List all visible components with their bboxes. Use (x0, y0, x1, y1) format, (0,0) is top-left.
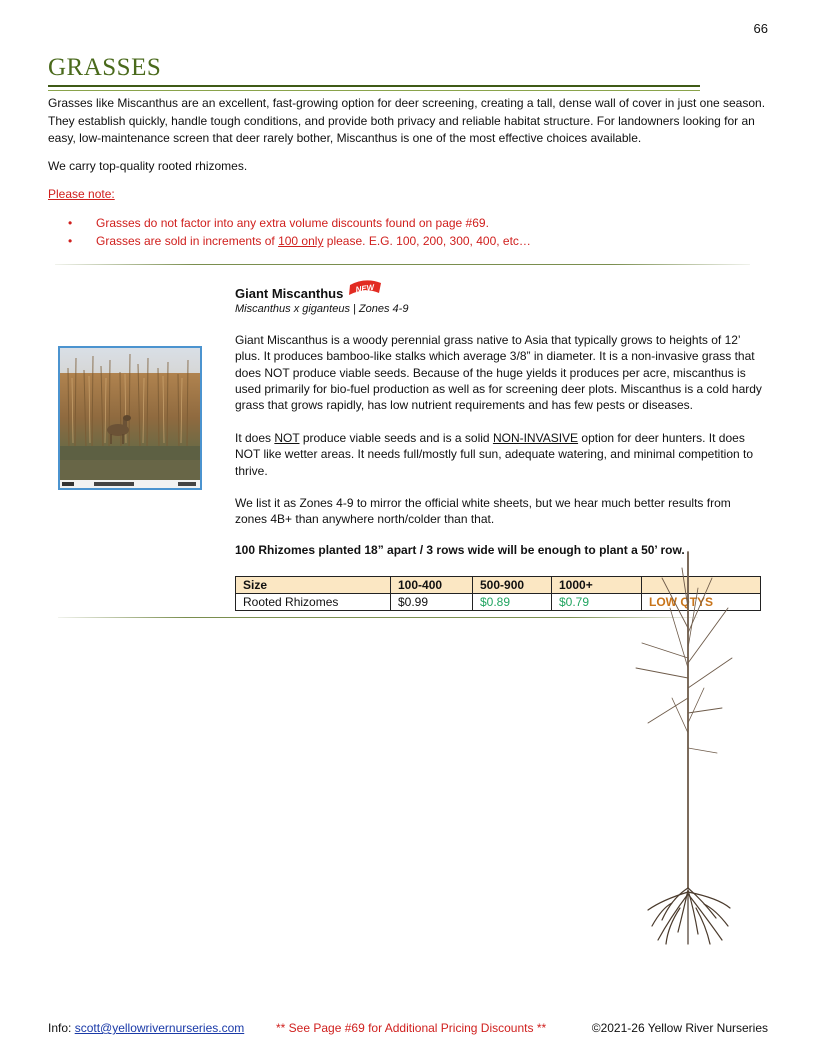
email-link[interactable]: scott@yellowrivernurseries.com (74, 1021, 245, 1035)
intro-paragraph: Grasses like Miscanthus are an excellent, fast-growing option for deer screening, creating a tall, dense wall of cover in just one season. They establish quickly, handle tough conditions, and provide both privacy and reliable habitat structure. For landowners looking for an easy, low-maintenance screen that deer rarely bother, Miscanthus is one of the most effective choices available. (48, 96, 766, 145)
list-item (68, 232, 531, 250)
planting-note: 100 Rhizomes planted 18” apart / 3 rows wide will be enough to plant a 50’ row. (235, 543, 685, 557)
list-item (68, 214, 531, 232)
text: produce viable seeds and is a solid (299, 431, 493, 445)
description-text: Giant Miscanthus is a woody perennial grass native to Asia that typically grows to heights of 12’ plus. It produces bamboo-like stalks which average 3/8” in diameter. It is a non-invasive grass that does NOT produce viable seeds. Because of the huge yields it produces per acre, miscanthus is used primarily for bio-fuel production as well as for screening deer plots. Miscanthus is a cold hardy grass that grows rapidly, has low nutrient requirements and has few pests or diseases. (235, 333, 762, 413)
price-cell: $0.89 (473, 594, 552, 611)
section-divider (55, 264, 750, 265)
new-badge-icon (347, 279, 383, 297)
stock-status: LOW QTYS (642, 594, 761, 611)
carry-line: We carry top-quality rooted rhizomes. (48, 159, 248, 173)
field-deer-image (60, 348, 200, 488)
section-divider (58, 617, 698, 618)
seed-paragraph (235, 430, 763, 479)
footer-info (48, 1021, 244, 1035)
bullet-underlined: 100 only (278, 234, 324, 248)
text: It does (235, 431, 275, 445)
please-note-label: Please note: (48, 187, 115, 201)
note-list (68, 214, 531, 250)
column-header: 100-400 (391, 577, 473, 594)
zones-paragraph: We list it as Zones 4-9 to mirror the official white sheets, but we hear much better results from zones 4B+ than anywhere north/colder than that. (235, 496, 731, 527)
column-header: 1000+ (552, 577, 642, 594)
size-cell: Rooted Rhizomes (236, 594, 391, 611)
underlined-text: NON-INVASIVE (492, 431, 579, 445)
botanical-name: Miscanthus x giganteus | Zones 4-9 (235, 303, 409, 315)
product-photo (58, 346, 202, 490)
title-underline (48, 85, 700, 91)
bare-root-tree-image (632, 548, 738, 948)
underlined-text: NOT (274, 431, 300, 445)
description-paragraph (235, 332, 763, 413)
info-label: Info: (48, 1021, 75, 1035)
bullet-text: Grasses are sold in increments of (96, 234, 279, 248)
column-header: 500-900 (473, 577, 552, 594)
footer-copyright: ©2021-26 Yellow River Nurseries (591, 1021, 768, 1035)
badge-text: NEW (355, 282, 375, 295)
bullet-text: Grasses do not factor into any extra volume discounts found on page #69. (96, 216, 489, 230)
price-cell: $0.99 (391, 594, 473, 611)
section-title: GRASSES (48, 54, 162, 81)
page-number: 66 (753, 21, 768, 36)
footer-discount-note: ** See Page #69 for Additional Pricing Discounts ** (276, 1021, 547, 1035)
product-name: Giant Miscanthus (235, 286, 344, 301)
column-header: Size (236, 577, 391, 594)
text: option for deer hunters. It does NOT like wetter areas. It needs full/mostly full sun, adequate watering, and minimal competition to thrive. (235, 431, 754, 478)
bullet-text: please. E.G. 100, 200, 300, 400, etc… (323, 234, 531, 248)
price-cell: $0.79 (552, 594, 642, 611)
